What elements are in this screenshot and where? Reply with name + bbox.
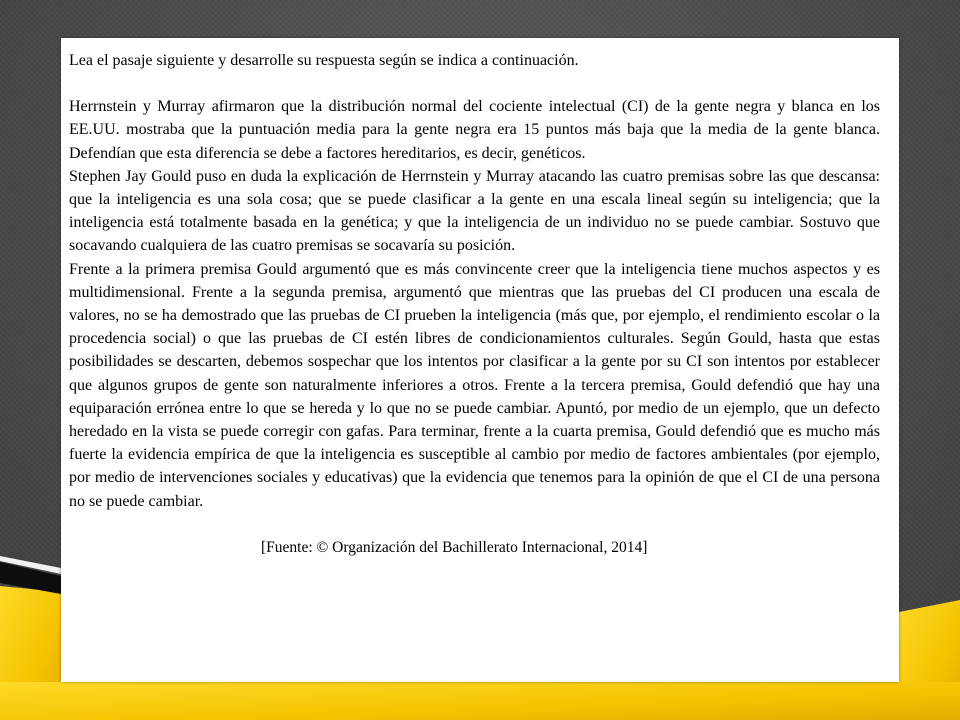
paragraph-gould-premises: Stephen Jay Gould puso en duda la explicación de Herrnstein y Murray atacando las cuatro premisas sobre las que descansa: que la inteligencia es una sola cosa; que se puede clasificar a la gente en una escala lineal según su inteligencia; que la inteligencia está totalmente basada en la genética; y que la inteligencia de un individuo no se puede cambiar. Sostuvo que socavando cualquiera de las cuatro premisas se socavaría su posición. <box>69 167 880 255</box>
paragraph-herrnstein-murray: Herrnstein y Murray afirmaron que la distribución normal del cociente intelectual (CI) de la gente negra y blanca en los EE.UU. mostraba que la puntuación media para la gente negra era 15 puntos más baja que la media de la gente blanca. Defendían que esta diferencia se debe a factores hereditarios, es decir, genéticos. <box>69 98 880 162</box>
instruction-line: Lea el pasaje siguiente y desarrolle su respuesta según se indica a continuación. <box>69 52 579 69</box>
document-text <box>69 49 880 559</box>
yellow-accent-bottom <box>0 682 960 720</box>
paragraph-gould-arguments: Frente a la primera premisa Gould argumentó que es más convincente creer que la inteligencia tiene muchos aspectos y es multidimensional. Frente a la segunda premisa, argumentó que mientras que las pruebas del CI producen una escala de valores, no se ha demostrado que las pruebas de CI prueben la inteligencia (más que, por ejemplo, el rendimiento escolar o la procedencia social) o que las pruebas de CI estén libres de condicionamientos culturales. Según Gould, hasta que estas posibilidades se descarten, debemos sospechar que los intentos por clasificar a la gente por su CI son intentos por establecer que algunos grupos de gente son naturalmente inferiores a otros. Frente a la tercera premisa, Gould defendió que hay una equiparación errónea entre lo que se hereda y lo que no se puede cambiar. Apuntó, por medio de un ejemplo, que un defecto heredado en la vista se puede corregir con gafas. Para terminar, frente a la cuarta premisa, Gould defendió que es mucho más fuerte la evidencia empírica de que la inteligencia es susceptible al cambio por medio de factores ambientales (por ejemplo, por medio de intervenciones sociales y educativas) que la evidencia que tenemos para la opinión de que el CI de una persona no se puede cambiar. <box>69 260 880 510</box>
source-citation: [Fuente: © Organización del Bachillerato Internacional, 2014] <box>261 538 648 556</box>
